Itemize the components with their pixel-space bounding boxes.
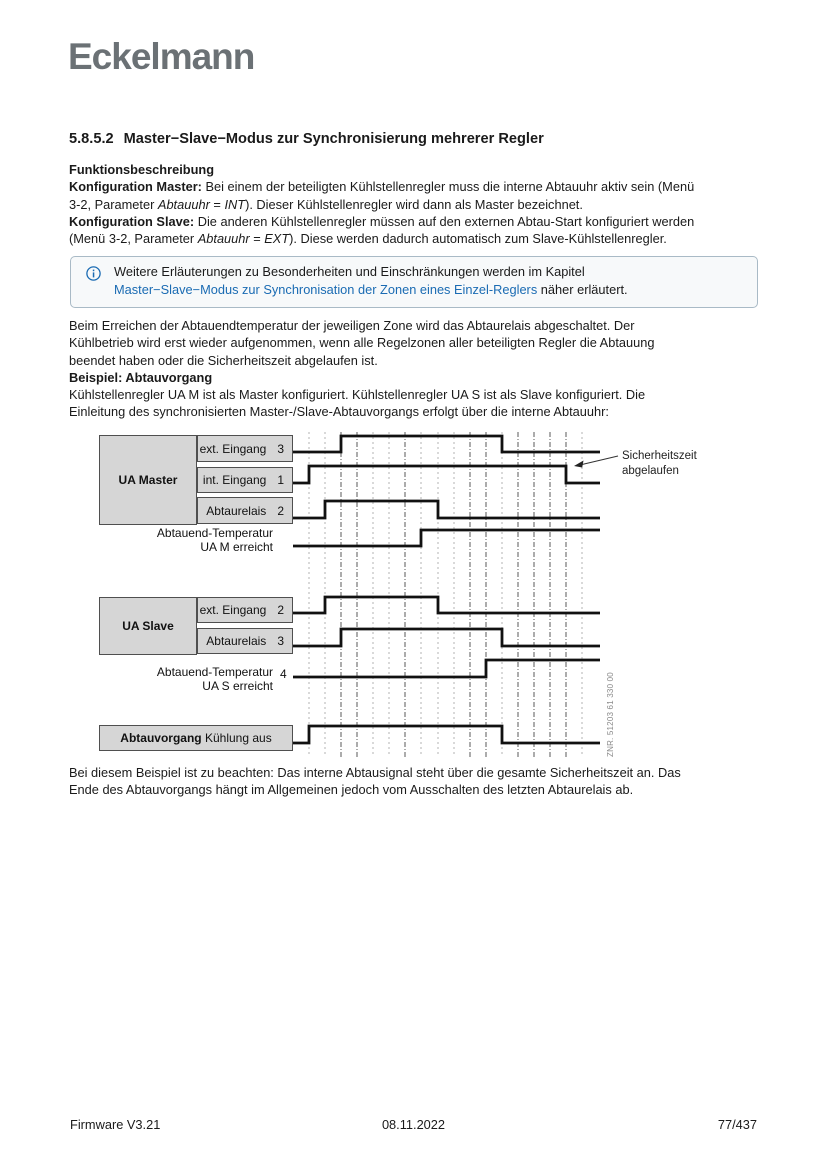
box-label: ext. Eingang [199,441,267,456]
text-segment: Ende des Abtauvorgangs hängt im Allgemeinen jedoch vom Ausschalten des letzten Abtaurelais ab. [69,782,634,798]
signal-master-abtaurelais-2 [293,501,600,518]
text-segment: Beim Erreichen der Abtauendtemperatur der jeweiligen Zone wird das Abtaurelais abgeschaltet. Der [69,318,635,333]
text-segment: EXT [264,231,290,247]
info-icon [86,266,101,286]
text-line [69,386,769,403]
annotation-line-1: Sicherheitszeit [622,450,697,462]
text-line [69,213,769,230]
text-line [114,263,628,281]
signal-slave-ext-eingang-2 [293,597,600,613]
signal-master-int-eingang-1 [293,466,600,483]
terminal-number: 4 [280,667,287,681]
text-segment: = [249,231,265,247]
info-box-text [114,263,628,298]
abtauvorgang-box [99,725,293,751]
text-line [69,317,769,334]
text-line [69,352,769,369]
slave-abtaurelais-box [197,628,293,654]
text-line [69,764,769,781]
ua-master-box [99,435,197,525]
box-label: Abtaurelais [206,634,267,648]
footer-page-number: 77/437 [717,1117,757,1132]
text-line [69,161,769,178]
box-label: Abtauvorgang [120,731,202,745]
ua-slave-box [99,597,197,655]
master-abtaurelais-box [197,497,293,524]
text-segment: Funktionsbeschreibung [69,162,215,177]
free-label-line: Abtauend-Temperatur [156,526,273,540]
section-heading [69,131,544,147]
text-segment: näher erläutert. [537,281,628,297]
text-line [69,178,769,195]
text-segment: = [209,196,225,212]
free-label-line: UA M erreicht [200,539,273,554]
text-segment: Bei diesem Beispiel ist zu beachten: Das interne Abtausignal steht über die gesamte Sicherheitszeit an. Das [69,765,681,780]
footer-firmware-version: Firmware V3.21 [70,1117,161,1132]
box-label: UA Slave [122,619,174,633]
signal-slave-abtauend-temperatur [293,660,600,677]
text-segment: Weitere Erläuterungen zu Besonderheiten und Einschränkungen werden im Kapitel [114,264,585,279]
box-label: UA Master [118,473,178,487]
box-label: int. Eingang [202,473,267,487]
text-segment: beendet haben oder die Sicherheitszeit abgelaufen ist. [69,352,378,368]
free-label-line: UA S erreicht [202,678,273,693]
text-segment: Abtauuhr [197,231,250,247]
annotation-arrow-line [582,456,618,465]
text-segment: ). Dieser Kühlstellenregler wird dann als Master bezeichnet. [245,196,583,212]
footer-date: 08.11.2022 [381,1117,446,1132]
terminal-number: 3 [277,634,284,648]
text-segment: Bei einem der beteiligten Kühlstellenregler muss die interne Abtauuhr aktiv sein (Menü [201,179,695,195]
text-line [69,403,769,420]
annotation-arrowhead [574,461,584,468]
text-segment: Konfiguration Slave: [69,213,195,229]
annotation-line-2: abgelaufen [622,464,679,477]
terminal-number: 2 [277,503,284,518]
text-segment: Kühlbetrieb wird erst wieder aufgenommen, wenn alle Regelzonen aller beteiligten Regler die Abtauung [69,335,655,351]
text-segment: Abtauuhr [157,196,210,212]
text-segment: (Menü 3-2, Parameter [69,231,198,247]
master-int-eingang-box [197,467,293,493]
drawing-number: ZNR. 51203 61 330 00 [606,672,615,757]
signal-master-ext-eingang-3 [293,436,600,452]
master-ext-eingang-box [197,435,293,462]
annotation-sicherheitszeit [622,449,697,478]
text-line [69,230,769,247]
text-segment: INT [224,196,246,212]
text-segment: Einleitung des synchronisierten Master-/Slave-Abtauvorgangs erfolgt über die interne Abtauuhr: [69,404,609,420]
section-number: 5.8.5.2 [69,131,114,147]
terminal-number: 2 [277,603,284,617]
text-segment: Konfiguration Master: [69,179,202,195]
text-segment: Beispiel: Abtauvorgang [69,369,213,385]
paragraph-funktionsbeschreibung [69,161,769,247]
paragraph-beispiel [69,317,769,421]
signal-slave-abtaurelais-3 [293,629,600,646]
text-segment: Kühlstellenregler UA M ist als Master konfiguriert. Kühlstellenregler UA S ist als Slave konfiguriert. Die [69,387,646,403]
text-line [69,369,769,386]
signal-abtauvorgang-kuehlung-aus [293,726,600,743]
company-logo: Eckelmann [68,36,255,77]
paragraph-hinweis [69,764,769,799]
free-label-line: Abtauend-Temperatur [156,665,273,679]
slave-ext-eingang-box [197,597,293,623]
box-label: ext. Eingang [199,603,267,617]
text-segment: 3-2, Parameter [69,196,158,212]
terminal-number: 1 [277,473,284,487]
master-abtauend-label [157,527,273,554]
info-box [70,256,758,308]
terminal-number: 3 [277,441,284,456]
text-segment: ). Diese werden dadurch automatisch zum Slave-Kühlstellenregler. [289,231,667,247]
text-line [69,334,769,351]
box-label: Kühlung aus [201,731,272,745]
slave-abtauend-label [157,666,273,693]
text-line [69,781,769,798]
signal-master-abtauend-temperatur [293,530,600,546]
section-title: Master−Slave−Modus zur Synchronisierung mehrerer Regler [123,131,544,147]
chapter-link[interactable]: Master−Slave−Modus zur Synchronisation der Zonen eines Einzel-Reglers [114,281,538,297]
box-label: Abtaurelais [206,503,267,518]
text-line [114,281,628,299]
text-segment: Die anderen Kühlstellenregler müssen auf den externen Abtau-Start konfiguriert werden [194,213,695,229]
text-line [69,196,769,213]
